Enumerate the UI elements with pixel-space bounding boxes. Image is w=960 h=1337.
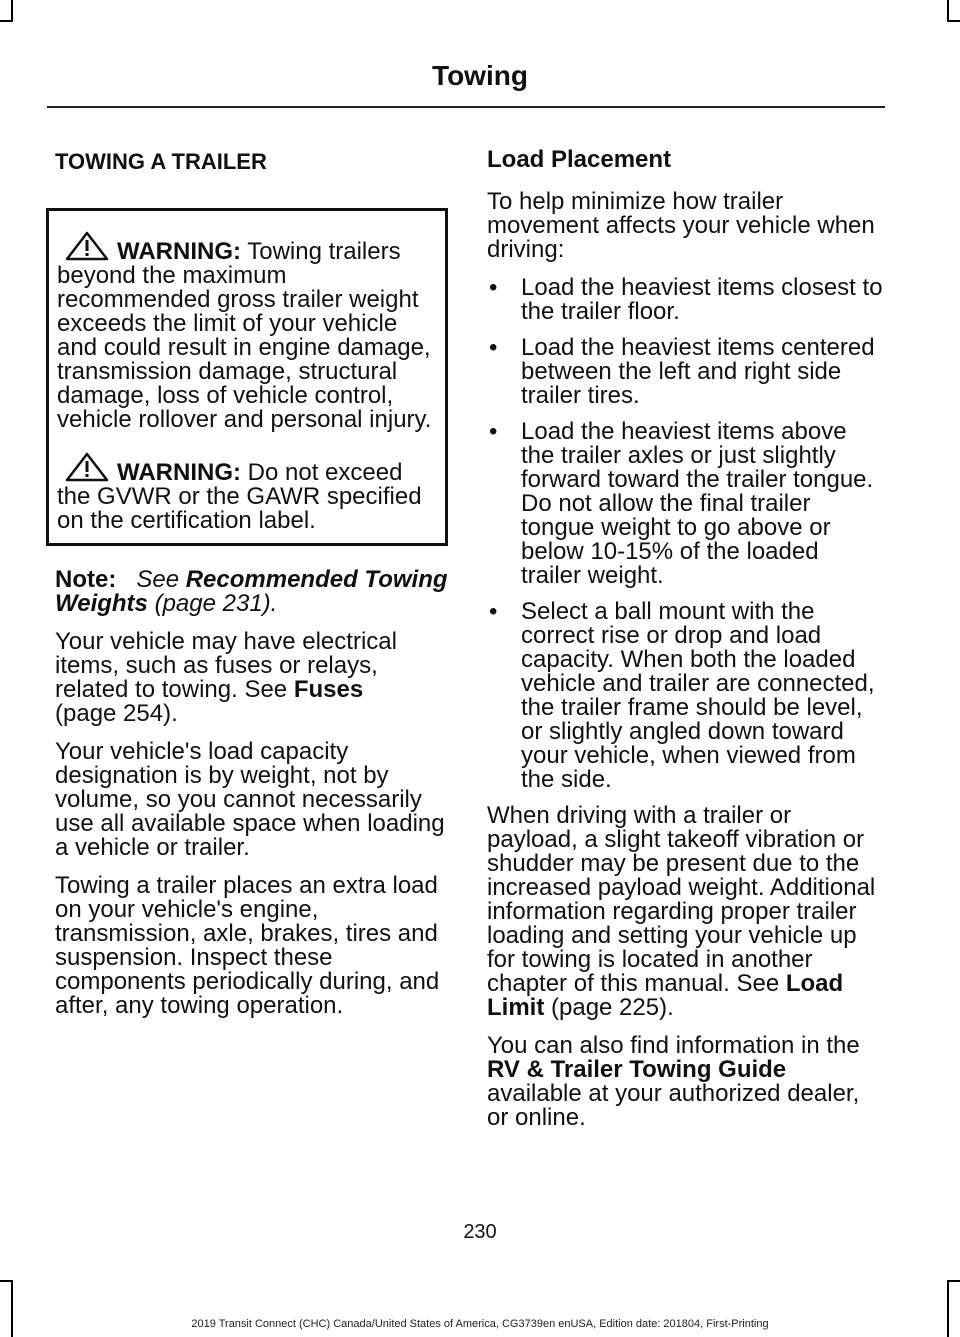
warning-text: Towing trailers beyond the maximum recommended gross trailer weight exceeds the limit of your vehicle and could result in engine damage, transmission damage, structural damage, loss of vehicle control, vehicle rollover and personal injury. <box>57 238 432 433</box>
paragraph-guide-post: available at your authorized dealer, or online. <box>487 1080 860 1131</box>
link-recommended-towing-weights[interactable]: Recommended Towing Weights <box>55 566 448 617</box>
warning-text: Do not exceed the GVWR or the GAWR specified on the certification label. <box>57 459 422 534</box>
warning-triangle-icon <box>65 231 109 261</box>
page-number: 230 <box>463 1221 497 1243</box>
bullet-dot-icon: • <box>489 418 498 445</box>
bullet-dot-icon: • <box>489 598 498 625</box>
bullet-dot-icon: • <box>489 334 498 361</box>
paragraph-towing-guide <box>487 1034 885 1130</box>
paragraph-fuses-page: (page 254). <box>55 700 178 727</box>
warning-1 <box>57 231 439 432</box>
paragraph-vibration-page: (page 225). <box>551 994 674 1021</box>
crop-mark-top-left-h <box>0 20 13 22</box>
paragraph-extra-load: Towing a trailer places an extra load on your vehicle's engine, transmission, axle, brakes, tires and suspension. Inspect these components periodically during, and after, any towing operation. <box>55 872 440 1019</box>
paragraph-load-capacity: Your vehicle's load capacity designation is by weight, not by volume, so you cannot necessarily use all available space when loading a vehicle or trailer. <box>55 738 445 861</box>
link-rv-trailer-towing-guide[interactable]: RV & Trailer Towing Guide <box>487 1056 787 1083</box>
load-placement-list <box>487 276 885 792</box>
note-label: Note: <box>55 566 117 593</box>
paragraph-fuses-text: Your vehicle may have electrical items, such as fuses or relays, related to towing. See <box>55 628 397 703</box>
subsection-title: Load Placement <box>487 146 672 173</box>
crop-mark-top-left-v <box>11 0 13 22</box>
warning-label: WARNING: <box>117 238 241 265</box>
load-placement-intro: To help minimize how trailer movement affects your vehicle when driving: <box>487 188 875 263</box>
paragraph-fuses <box>55 630 450 726</box>
paragraph-vibration <box>487 804 885 1020</box>
right-column <box>487 140 885 1144</box>
link-fuses[interactable]: Fuses <box>293 676 364 703</box>
crop-mark-top-right-h <box>947 20 960 22</box>
list-item: • Load the heaviest items centered between the left and right side trailer tires. <box>489 334 875 409</box>
list-item: • Load the heaviest items closest to the trailer floor. <box>489 274 883 325</box>
link-load-limit[interactable]: Load Limit <box>487 970 844 1021</box>
warning-label: WARNING: <box>117 459 241 486</box>
crop-mark-bottom-left-h <box>0 1280 13 1282</box>
paragraph-vibration-text: When driving with a trailer or payload, a slight takeoff vibration or shudder may be present due to the increased payload weight. Additional information regarding proper trailer loading and setting your vehicle up for towing is located in another chapter of this manual. See <box>487 802 876 997</box>
paragraph-guide-pre: You can also find information in the <box>487 1032 860 1059</box>
bullet-dot-icon: • <box>489 274 498 301</box>
list-item: • Load the heaviest items above the trailer axles or just slightly forward toward the trailer tongue. Do not allow the final trailer tongue weight to go above or below 10-15% of the loaded trailer weight. <box>489 418 874 589</box>
note-see: See <box>136 566 180 593</box>
footer-edition-info: 2019 Transit Connect (CHC) Canada/United States of America, CG3739en enUSA, Edition date: 201804, First-Printing <box>191 1318 769 1330</box>
warning-box <box>46 208 448 546</box>
crop-mark-bottom-right-h <box>947 1280 960 1282</box>
crop-mark-top-right-v <box>947 0 949 22</box>
header-divider <box>47 106 885 108</box>
note-paragraph <box>55 568 450 616</box>
page-header-title: Towing <box>432 60 528 91</box>
warning-2 <box>57 452 439 533</box>
note-page-ref: (page 231). <box>154 590 278 617</box>
section-title: TOWING A TRAILER <box>55 149 267 174</box>
left-column <box>55 140 450 1032</box>
warning-triangle-icon <box>65 452 109 482</box>
list-item: • Select a ball mount with the correct rise or drop and load capacity. When both the loaded vehicle and trailer are connected, the trailer frame should be level, or slightly angled down toward your vehicle, when viewed from the side. <box>489 598 875 793</box>
